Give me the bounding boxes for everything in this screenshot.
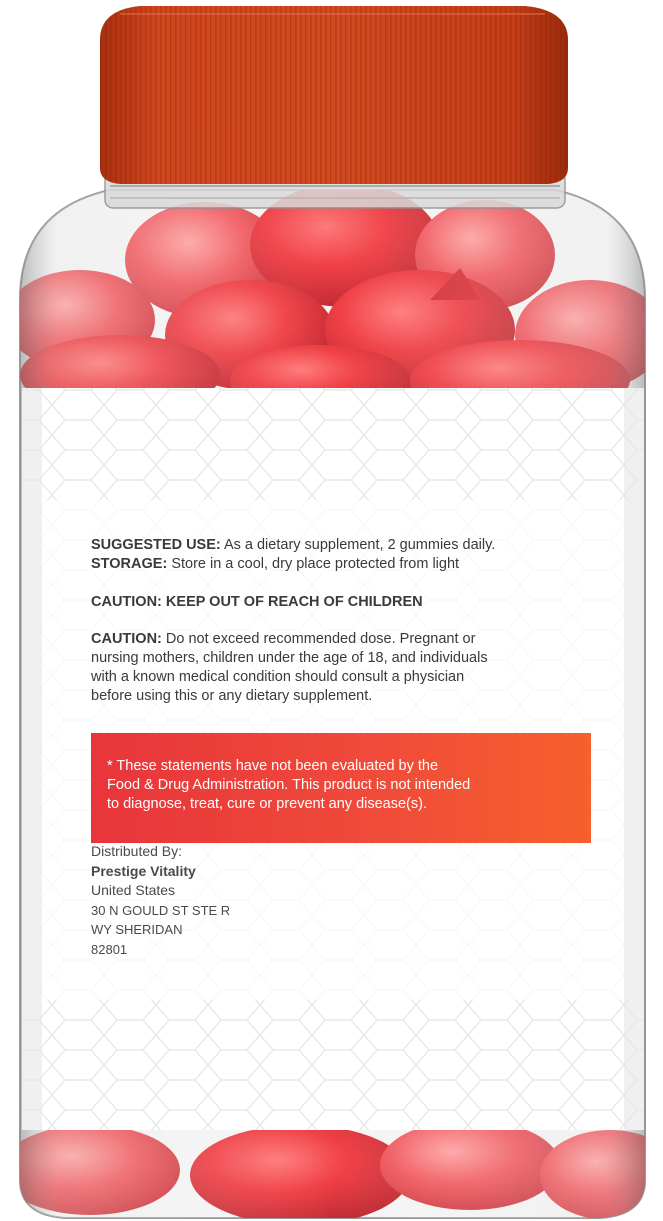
suggested-use-label: SUGGESTED USE:	[91, 537, 221, 553]
caution-dose-line-1	[91, 630, 611, 649]
caution-children-line	[91, 593, 611, 612]
caution-dose-text-1: Do not exceed recommended dose. Pregnant or	[165, 631, 476, 647]
distributor-city: WY SHERIDAN	[91, 922, 183, 937]
caution-dose-line-4: before using this or any dietary supplement.	[91, 688, 373, 704]
distributor-company: Prestige Vitality	[91, 862, 196, 879]
suggested-use-text: As a dietary supplement, 2 gummies daily.	[223, 537, 496, 553]
bottle-cap	[100, 6, 568, 184]
caution-children-text: KEEP OUT OF REACH OF CHILDREN	[165, 594, 423, 610]
distributor-zip: 82801	[91, 941, 128, 957]
distributor-heading: Distributed By:	[91, 843, 183, 859]
distributor-section	[91, 842, 611, 959]
fda-line-3: to diagnose, treat, cure or prevent any disease(s).	[107, 796, 427, 812]
fda-line-2: Food & Drug Administration. This product is not intended	[107, 777, 471, 793]
fda-disclaimer-banner	[91, 733, 591, 843]
caution-dose-section	[91, 630, 611, 706]
storage-label: STORAGE:	[91, 556, 168, 572]
caution-children-label: CAUTION:	[91, 594, 162, 610]
caution-dose-line-2: nursing mothers, children under the age of 18, and individuals	[91, 650, 488, 666]
fda-disclaimer-text	[107, 757, 577, 814]
caution-dose-label: CAUTION:	[91, 631, 162, 647]
usage-section	[91, 536, 611, 574]
fda-line-1: * These statements have not been evaluated by the	[107, 758, 439, 774]
storage-line	[91, 555, 611, 574]
caution-dose-line-3: with a known medical condition should consult a physician	[91, 669, 465, 685]
distributor-country: United States	[91, 882, 176, 898]
suggested-use-line	[91, 536, 611, 555]
caution-children-section	[91, 593, 611, 612]
storage-text: Store in a cool, dry place protected from light	[171, 556, 460, 572]
distributor-street: 30 N GOULD ST STE R	[91, 902, 231, 918]
